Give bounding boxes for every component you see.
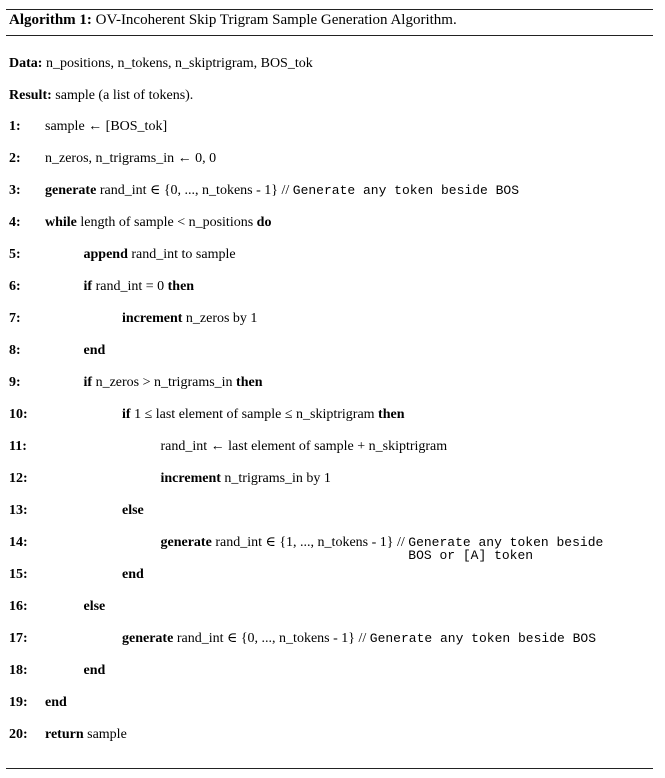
line-content [84,278,195,296]
line-content [84,662,106,680]
algorithm-line [9,406,653,438]
keyword: else [83,599,106,614]
line-content [84,598,106,616]
line-number: 9: [9,375,21,390]
keyword: generate [160,535,212,550]
data-line [9,55,313,73]
line-content [161,470,331,488]
line-number: 2: [9,151,21,166]
algorithm-line [9,182,653,214]
line-number: 18: [9,663,28,678]
result-value: sample (a list of tokens). [55,88,194,103]
keyword: then [167,279,195,294]
bottom-rule [6,768,653,769]
line-number: 15: [9,567,28,582]
keyword: end [45,695,67,710]
statement-text: length of sample < n_positions [76,215,257,230]
statement-text: 1 ≤ last element of sample ≤ n_skiptrigram [130,407,379,422]
keyword: append [83,247,128,262]
keyword: else [122,503,144,518]
algorithm-line [9,150,653,182]
keyword: then [378,407,405,422]
data-value: n_positions, n_tokens, n_skiptrigram, BOS_tok [45,56,313,71]
line-number: 8: [9,343,21,358]
result-line [9,87,193,105]
line-number: 10: [9,407,28,422]
statement-text: rand_int ∈ {0, ..., n_tokens - 1} // [173,631,370,646]
line-content [122,630,596,648]
line-content [45,694,67,712]
keyword: then [236,375,263,390]
algorithm-line [9,662,653,694]
line-content [45,726,127,744]
line-number: 7: [9,311,21,326]
line-number: 13: [9,503,28,518]
line-number: 1: [9,119,21,134]
statement-text: n_zeros by 1 [182,311,258,326]
line-number: 11: [9,439,27,454]
statement-text: rand_int = 0 [92,279,168,294]
line-content [122,310,257,328]
algorithm-line [9,470,653,502]
algorithm-line [9,726,653,758]
line-content [45,150,216,168]
algorithm-line [9,342,653,374]
statement-text: n_zeros > n_trigrams_in [92,375,237,390]
algorithm-line [9,374,653,406]
line-number: 6: [9,279,21,294]
line-number: 4: [9,215,21,230]
algorithm-line [9,694,653,726]
algorithm-line [9,598,653,630]
line-content [122,502,144,520]
algorithm-line [9,214,653,246]
keyword: generate [45,183,97,198]
line-content [161,438,448,456]
keyword: increment [122,311,183,326]
statement-text: rand_int to sample [127,247,236,262]
keyword: end [83,663,106,678]
line-number: 3: [9,183,21,198]
keyword: end [122,567,144,582]
algorithm-line [9,566,653,598]
algorithm-line [9,534,653,566]
algorithm-line [9,438,653,470]
statement-text: sample ← [BOS_tok] [45,119,168,134]
line-content [45,214,271,232]
comment-text: Generate any token beside BOS [369,631,597,646]
algorithm-name: OV-Incoherent Skip Trigram Sample Generation Algorithm. [95,12,457,28]
statement-text: n_trigrams_in by 1 [220,471,331,486]
title-rule [6,35,653,36]
line-content [122,566,144,584]
data-label: Data: [9,56,43,71]
line-number: 20: [9,727,28,742]
line-content [161,534,604,562]
keyword: end [83,343,106,358]
keyword: while [45,215,77,230]
line-content [84,246,236,264]
statement-text: n_zeros, n_trigrams_in ← 0, 0 [45,151,217,166]
line-number: 12: [9,471,28,486]
line-number: 5: [9,247,21,262]
algorithm-line [9,118,653,150]
keyword: do [256,215,272,230]
algorithm-line [9,502,653,534]
line-content [84,342,106,360]
statement-text: rand_int ← last element of sample + n_skiptrigram [160,439,448,454]
comment-text: Generate any token beside BOS or [A] token [408,535,604,563]
line-number: 14: [9,535,28,550]
keyword: if [83,375,93,390]
algorithm-label: Algorithm 1: [9,12,92,28]
line-content [45,182,519,200]
line-content [122,406,405,424]
algorithm-line [9,246,653,278]
line-content [45,118,167,136]
statement-text: rand_int ∈ {1, ..., n_tokens - 1} // [211,535,409,550]
algorithm-line [9,310,653,342]
statement-text: sample [83,727,127,742]
keyword: generate [122,631,174,646]
algorithm-line [9,278,653,310]
result-label: Result: [9,88,52,103]
keyword: if [122,407,131,422]
keyword: if [83,279,93,294]
algorithm-line [9,630,653,662]
keyword: increment [160,471,221,486]
statement-text: rand_int ∈ {0, ..., n_tokens - 1} // [96,183,293,198]
line-number: 17: [9,631,28,646]
keyword: return [45,727,84,742]
line-content [84,374,263,392]
line-number: 19: [9,695,28,710]
algorithm-title [9,10,457,30]
comment-text: Generate any token beside BOS [292,183,520,198]
line-number: 16: [9,599,28,614]
